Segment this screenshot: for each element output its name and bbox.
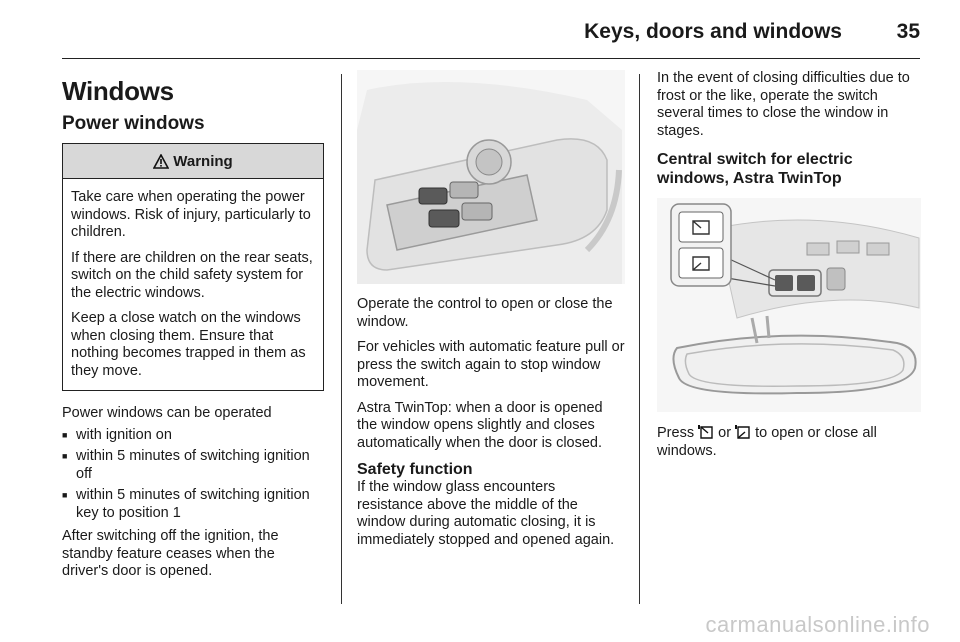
warning-box	[62, 143, 324, 391]
page-header	[62, 14, 920, 59]
warning-paragraph: If there are children on the rear seats, switch on the child safety system for the electric windows.	[71, 249, 313, 301]
column-3	[657, 70, 923, 468]
window-switch-illustration	[357, 70, 625, 284]
column-1	[62, 70, 324, 589]
page-number: 35	[896, 20, 920, 43]
central-switch-heading: Central switch for electric windows, Astra TwinTop	[657, 151, 853, 187]
warning-body	[63, 179, 323, 390]
central-switch-illustration	[657, 198, 921, 412]
watermark: carmanualsonline.info	[705, 612, 930, 637]
body-paragraph: If the window glass encounters resistance above the middle of the window during automatic closing, it is immediately stopped and opened again.	[357, 479, 615, 548]
list-item: ■ within 5 minutes of switching ignition off	[62, 448, 324, 483]
warning-paragraph: Keep a close watch on the windows when closing them. Ensure that nothing becomes trapped in them as they move.	[71, 310, 306, 379]
column-2	[357, 70, 625, 557]
condition-list	[62, 427, 324, 523]
window-open-icon	[698, 424, 714, 439]
press-text: Press	[657, 425, 695, 441]
chapter-title: Keys, doors and windows	[584, 20, 842, 43]
press-instruction: to open or close all windows.	[657, 425, 877, 459]
body-paragraph: Power windows can be operated	[62, 405, 272, 421]
window-close-icon	[735, 424, 751, 439]
body-paragraph: In the event of closing difficulties due to frost or the like, operate the switch several times to close the window in stages.	[657, 70, 910, 139]
column-divider	[341, 74, 342, 604]
warning-triangle-icon	[153, 154, 169, 169]
safety-function-heading: Safety function	[357, 461, 473, 478]
warning-title: Warning	[173, 152, 233, 170]
list-item: ■ within 5 minutes of switching ignition key to position 1	[62, 487, 324, 522]
subsection-heading: Power windows	[62, 113, 205, 134]
body-paragraph: For vehicles with automatic feature pull or press the switch again to stop window movement.	[357, 339, 625, 390]
warning-paragraph: Take care when operating the power windows. Risk of injury, particularly to children.	[71, 189, 311, 240]
body-paragraph	[657, 424, 923, 460]
body-paragraph: Operate the control to open or close the window.	[357, 296, 613, 330]
warning-header	[63, 144, 323, 179]
body-paragraph: Astra TwinTop: when a door is opened the window opens slightly and closes automatically when the door is closed.	[357, 399, 603, 451]
list-item: ■ with ignition on	[62, 427, 324, 445]
section-heading: Windows	[62, 76, 174, 106]
or-text: or	[718, 425, 732, 441]
column-divider	[639, 74, 640, 604]
body-paragraph: After switching off the ignition, the standby feature ceases when the driver's door is opened.	[62, 528, 279, 579]
